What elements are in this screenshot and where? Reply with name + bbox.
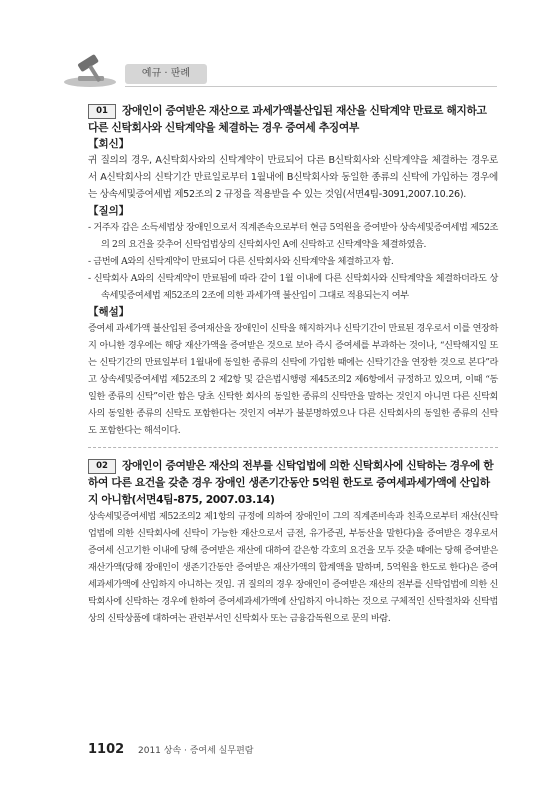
main-content xyxy=(88,102,498,627)
section-divider xyxy=(88,447,498,448)
question-number-badge: 01 xyxy=(88,104,116,119)
question-label: 【질의】 xyxy=(88,205,130,217)
question-item: - 거주자 갑은 소득세법상 장애인으로서 직계존속으로부터 현금 5억원을 증여받아 상속세및증여세법 제52조의 2의 요건을 갖추어 신탁업법상의 신탁회사인 A에 신탁하고 신탁계약을 체결하였음. xyxy=(88,222,498,250)
reply-text: 귀 질의의 경우, A신탁회사와의 신탁계약이 만료되어 다른 B신탁회사와 신탁계약을 체결하는 경우로서 A신탁회사의 신탁기간 만료일로부터 1월내에 B신탁회사와 동일한 종류의 신탁에 가입하는 경우에는 상속세및증여세법 제52조의 2 규정을 적용받을 수 있는 것임(서면4팀-3091,2007.10.26). xyxy=(88,155,498,200)
question-number-badge: 02 xyxy=(88,459,116,474)
question-2 xyxy=(88,457,498,627)
question-1-title-text: 장애인이 증여받은 재산으로 과세가액불산입된 재산을 신탁계약 만료로 해지하고 다른 신탁회사와 신탁계약을 체결하는 경우 증여세 추징여부 xyxy=(88,104,487,134)
question-item: - 신탁회사 A와의 신탁계약이 만료됨에 따라 같이 1월 이내에 다른 신탁회사와 신탁계약을 체결하더라도 상속세및증여세법 제52조의 2조에 의한 과세가액 불산입이 그대로 적용되는지 여부 xyxy=(88,273,498,301)
question-1 xyxy=(88,102,498,439)
book-title: 2011 상속 · 증여세 실무편람 xyxy=(138,746,254,756)
explanation-text: 증여세 과세가액 불산입된 증여재산을 장애인이 신탁을 해지하거나 신탁기간이 만료된 경우로서 이를 연장하지 아니한 경우에는 해당 재산가액을 증여받은 것으로 보아 즉시 증여세를 부과하는 것이나, “신탁해지일 또는 신탁기간의 만료일부터 1월내에 동일한 종류의 신탁에 가입한 때에는 신탁기간을 연장한 것으로 본다”라고 상속세및증여세법 제52조의 2 제2항 및 같은법시행령 제45조의2 제6항에서 규정하고 있으며, 이때 “동일한 종류의 신탁”이란 함은 당초 신탁한 회사의 동일한 종류의 신탁만을 말하는 것인지 아니면 다른 신탁회사의 동일한 종류의 신탁도 포함한다는 것인지 여부가 불분명하였으나 다른 신탁회사의 동일한 종류의 신탁도 포함한다는 해석이다. xyxy=(88,323,498,436)
question-2-body: 상속세및증여세법 제52조의2 제1항의 규정에 의하여 장애인이 그의 직계존비속과 친족으로부터 재산(신탁업법에 의한 신탁회사에 신탁이 가능한 재산으로서 금전, 유가증권, 부동산을 말한다)을 증여받은 경우로서 증여세 신고기한 이내에 당해 증여받은 재산에 대하여 같은항 각호의 요건을 모두 갖춘 때에는 당해 증여받은 재산가액(당해 장애인이 생존기간동안 증여받은 재산가액의 합계액을 말하며, 5억원을 한도로 한다)은 증여세과세가액에 산입하지 아니하는 것임. 귀 질의의 경우 장애인이 증여받은 재산의 전부를 신탁업법에 의한 신탁회사에 신탁하는 경우에 한하여 증여세과세가액에 산입하지 아니하는 것으로 구체적인 신탁절차와 신탁법상의 신탁상품에 대하여는 관련부서인 신탁회사 또는 금융감독원으로 문의 바람. xyxy=(88,511,498,624)
question-2-title-text: 장애인이 증여받은 재산의 전부를 신탁업법에 의한 신탁회사에 신탁하는 경우에 한하여 다른 요건을 갖춘 경우 장애인 생존기간동안 5억원 한도로 증여세과세가액에 산입하지 아니함(서면4팀-875, 2007.03.14) xyxy=(88,459,494,506)
explanation-label: 【해설】 xyxy=(88,306,130,318)
page-number: 1102 xyxy=(88,742,125,757)
section-tab: 예규 · 판례 xyxy=(125,64,207,84)
header-divider xyxy=(125,86,497,87)
reply-label: 【회신】 xyxy=(88,138,130,150)
page-header xyxy=(0,0,550,90)
gavel-icon xyxy=(60,52,120,88)
question-2-title xyxy=(88,457,498,508)
question-1-title xyxy=(88,102,498,136)
page-footer xyxy=(88,742,498,758)
question-item: - 금번에 A와의 신탁계약이 만료되어 다른 신탁회사와 신탁계약을 체결하고자 함. xyxy=(88,256,394,267)
